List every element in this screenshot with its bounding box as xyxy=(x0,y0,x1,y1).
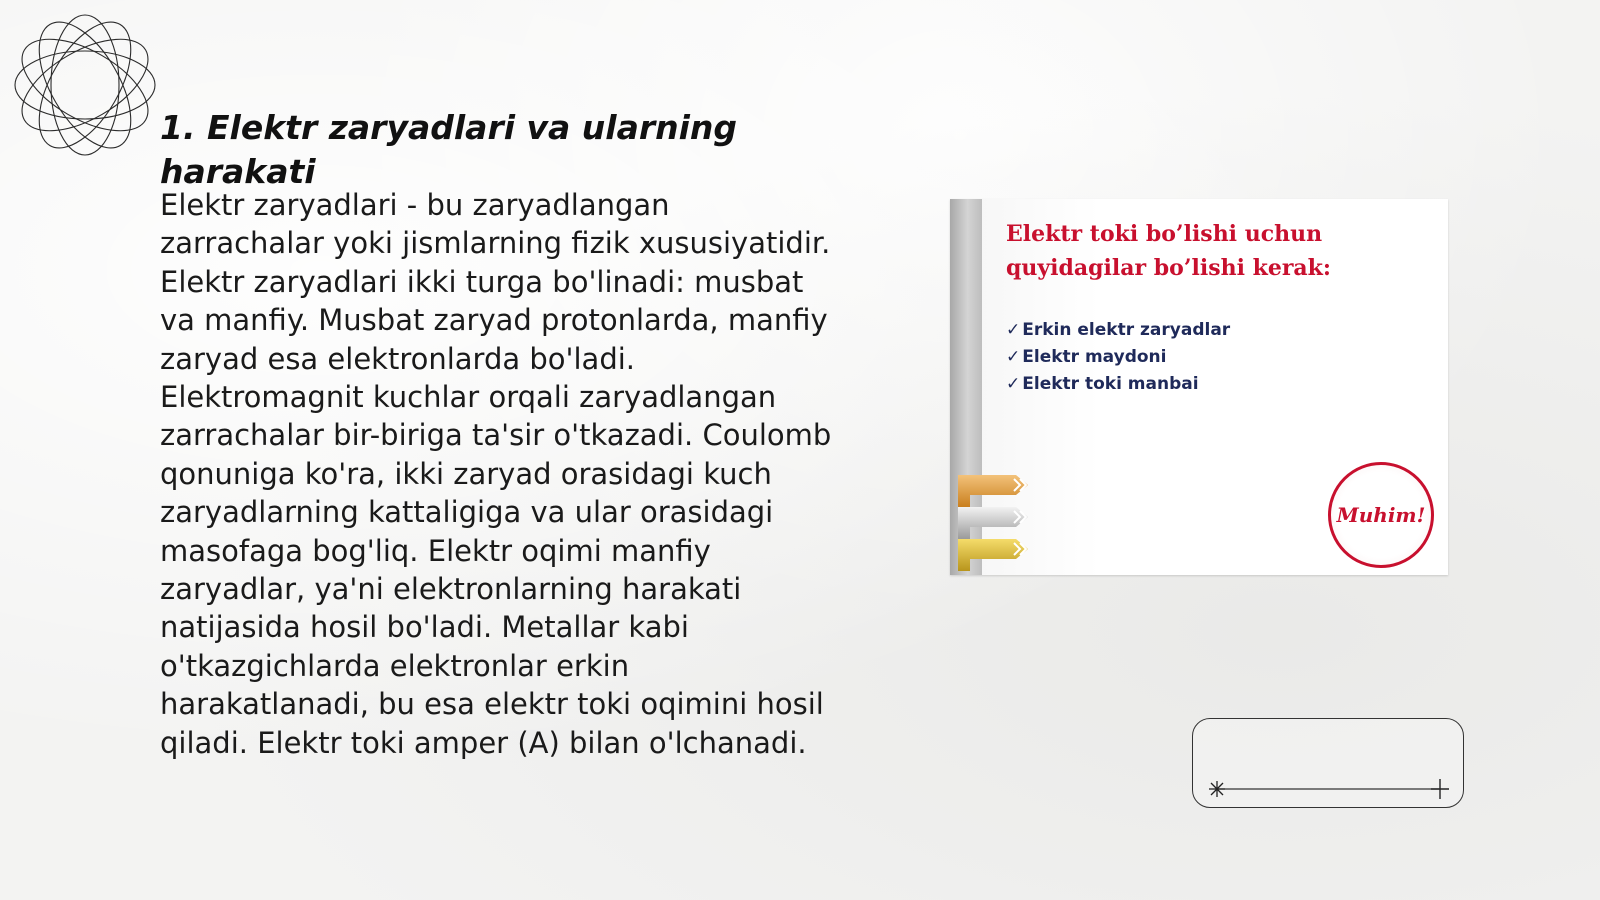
important-stamp xyxy=(1328,462,1434,568)
card-heading-line-1: Elektr toki bo’lishi uchun xyxy=(1006,221,1323,247)
list-item xyxy=(1006,317,1230,344)
plus-icon xyxy=(1431,779,1449,799)
arrow-tab-icon xyxy=(958,469,1038,574)
caption-line xyxy=(1193,719,1465,809)
list-item-text: Elektr maydoni xyxy=(1022,347,1167,367)
stamp-text: Muhim! xyxy=(1336,503,1426,527)
checkmark-icon: ✓ xyxy=(1006,347,1021,367)
checkmark-icon: ✓ xyxy=(1006,374,1021,394)
card-heading-line-2: quyidagilar bo’lishi kerak: xyxy=(1006,255,1332,281)
orbit-rings-icon xyxy=(10,10,160,160)
card-heading xyxy=(1006,217,1426,285)
star-icon xyxy=(1209,781,1225,797)
body-paragraph: Elektr zaryadlari - bu zaryadlangan zarrachalar yoki jismlarning fizik xususiyatidir. Elektr zaryadlari ikki turga bo'linadi: musbat va manfiy. Musbat zaryad protonlarda, manfiy zaryad esa elektronlarda bo'ladi. Elektromagnit kuchlar orqali zaryadlangan zarrachalar bir-biriga ta'sir o'tkazadi. Coulomb qonuniga ko'ra, ikki zaryad orasidagi kuch zaryadlarning kattaligiga va ular orasidagi masofaga bog'liq. Elektr oqimi manfiy zaryadlar, ya'ni elektronlarning harakati natijasida hosil bo'ladi. Metallar kabi o'tkazgichlarda elektronlar erkin harakatlanadi, bu esa elektr toki oqimini hosil qiladi. Elektr toki amper (A) bilan o'lchanadi. xyxy=(160,188,832,760)
list-item-text: Elektr toki manbai xyxy=(1022,374,1199,394)
list-item xyxy=(1006,371,1230,398)
decorative-caption-box xyxy=(1192,718,1464,808)
list-item xyxy=(1006,344,1230,371)
checkmark-icon: ✓ xyxy=(1006,320,1021,340)
illustration-card xyxy=(950,199,1448,575)
requirements-list xyxy=(1006,317,1230,398)
list-item-text: Erkin elektr zaryadlar xyxy=(1022,320,1231,340)
slide-title: 1. Elektr zaryadlari va ularning harakati xyxy=(160,108,738,191)
